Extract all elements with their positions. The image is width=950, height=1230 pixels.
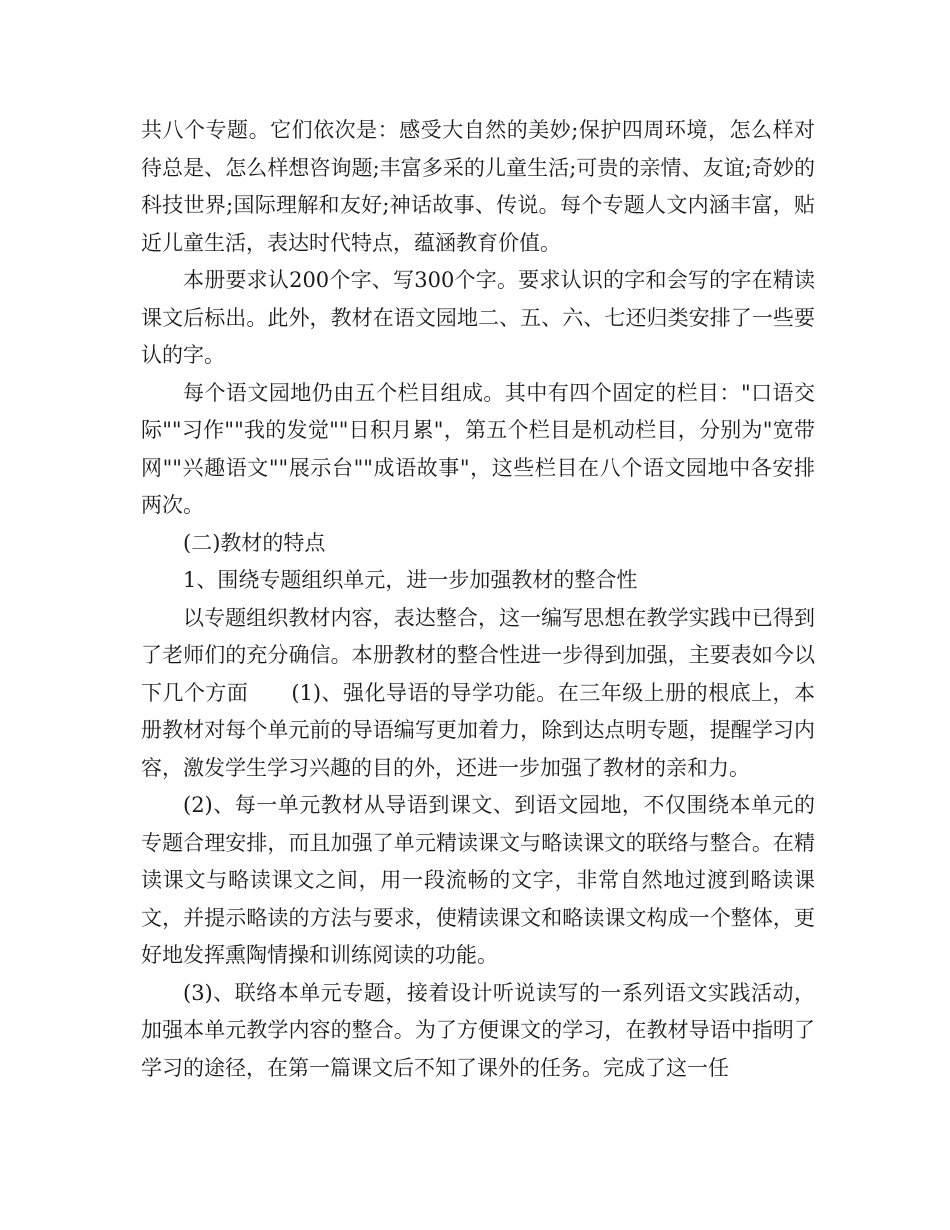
document-body	[141, 112, 815, 1087]
paragraph-6: 以专题组织教材内容，表达整合，这一编写思想在教学实践中已得到了老师们的充分确信。本册教材的整合性进一步得到加强，主要表如今以下几个方面 (1)、强化导语的导学功能。在三年级上册的根底上，本册教材对每个单元前的导语编写更加着力，除到达点明专题，提醒学习内容，激发学生学习兴趣的目的外，还进一步加强了教材的亲和力。	[141, 605, 815, 780]
paragraph-7: (2)、每一单元教材从导语到课文、到语文园地，不仅围绕本单元的专题合理安排，而且加强了单元精读课文与略读课文的联络与整合。在精读课文与略读课文之间，用一段流畅的文字，非常自然地过渡到略读课文，并提示略读的方法与要求，使精读课文和略读课文构成一个整体，更好地发挥熏陶情操和训练阅读的功能。	[141, 793, 815, 967]
section-heading: (二)教材的特点	[183, 530, 326, 555]
subsection-heading: 1、围绕专题组织单元，进一步加强教材的整合性	[183, 568, 638, 592]
paragraph-8: (3)、联络本单元专题，接着设计听说读写的一系列语文实践活动，加强本单元教学内容的整合。为了方便课文的学习，在教材导语中指明了学习的途径，在第一篇课文后不知了课外的任务。完成了这一任	[141, 980, 815, 1080]
paragraph-2: 本册要求认200个字、写300个字。要求认识的字和会写的字在精读课文后标出。此外，教材在语文园地二、五、六、七还归类安排了一些要认的字。	[141, 268, 815, 367]
paragraph-1: 共八个专题。它们依次是：感受大自然的美妙;保护四周环境，怎么样对待总是、怎么样想咨询题;丰富多采的儿童生活;可贵的亲情、友谊;奇妙的科技世界;国际理解和友好;神话故事、传说。每个专题人文内涵丰富，贴近儿童生活，表达时代特点，蕴涵教育价值。	[141, 118, 815, 255]
paragraph-3: 每个语文园地仍由五个栏目组成。其中有四个固定的栏目："口语交际""习作""我的发觉""日积月累"，第五个栏目是机动栏目，分别为"宽带网""兴趣语文""展示台""成语故事"，这些栏目在八个语文园地中各安排两次。	[141, 380, 815, 517]
